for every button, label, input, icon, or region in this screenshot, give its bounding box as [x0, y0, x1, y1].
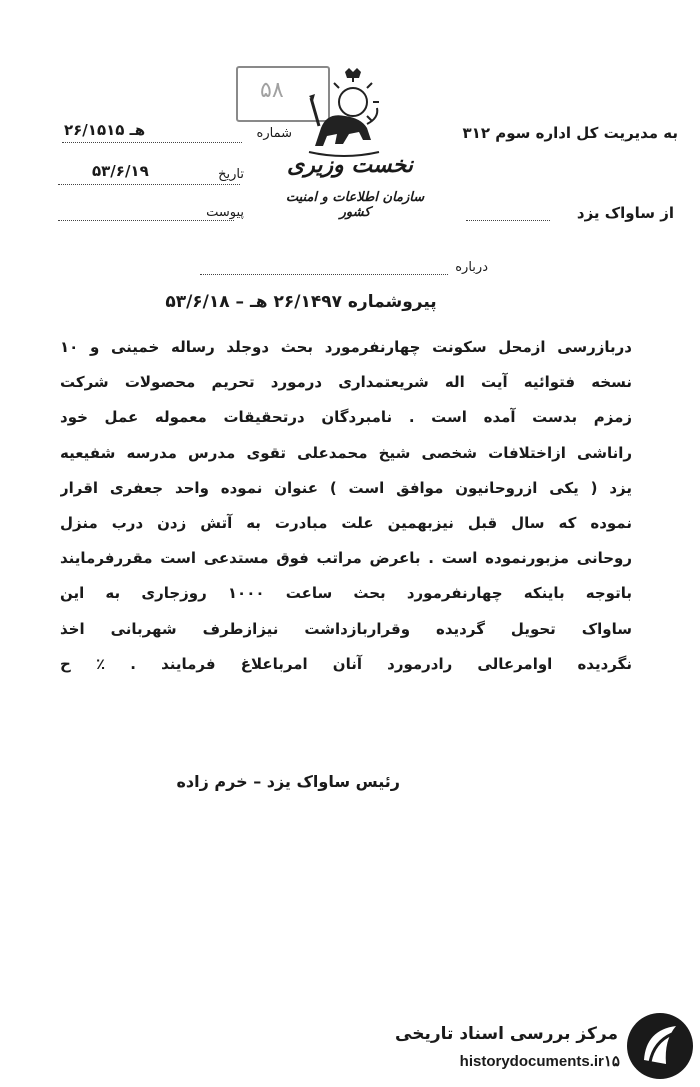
number-label: شماره — [256, 126, 292, 141]
ministry-title: نخست وزیری — [287, 152, 413, 178]
number-value: ۲۶/۱۵۱۵ هـ — [64, 121, 146, 139]
body-line: روحانی مزبورنموده است . باعرض مراتب فوق مستدعی است مقررفرمایند — [60, 549, 632, 568]
body-line: نسخه فتوائیه آیت اله شریعتمداری درمورد تحریم محصولات شرکت — [60, 373, 632, 392]
lion-and-sun-emblem-icon — [305, 68, 383, 158]
subject-label: درباره — [455, 260, 488, 275]
recipient-line: به مدیریت کل اداره سوم ۳۱۲ — [462, 124, 678, 142]
signature-line: رئیس ساواک یزد – خرم زاده — [176, 772, 400, 791]
body-line: نگردیده اوامرعالی رادرمورد آنان امرباعلاغ فرمایند . ٪ ح — [60, 654, 632, 673]
body-line: ساواک تحویل گردیده وقراربازداشت نیزازطرف شهربانی اخذ — [60, 619, 632, 638]
watermark-page-number: ۱۵ — [603, 1053, 620, 1070]
organization-name: سازمان اطلاعات و امنیت کشور — [285, 190, 425, 220]
date-label: تاریخ — [218, 167, 244, 182]
sender-dotted-line — [466, 220, 550, 221]
letter-body — [60, 330, 632, 682]
date-value: ۵۳/۶/۱۹ — [92, 162, 149, 180]
body-line: یزد ( یکی ازروحانیون موافق است ) عنوان نموده واحد جعفری اقرار — [60, 478, 632, 497]
body-line: زمزم بدست آمده است . نامبردگان درتحقیقات معموله عمل خود — [60, 408, 632, 427]
date-dotted-line — [58, 184, 240, 185]
stamp-text: ۵۸ — [260, 78, 284, 103]
watermark-title: مرکز بررسی اسناد تاریخی — [395, 1024, 618, 1044]
watermark-url: historydocuments.ir — [459, 1053, 604, 1070]
body-line: دربازرسی ازمحل سکونت چهارنفرمورد بحث دوجلد رساله خمینی و ۱۰ — [60, 338, 632, 356]
archive-logo-icon — [624, 1010, 696, 1082]
reference-line: پیروشماره ۲۶/۱۴۹۷ هـ – ۵۳/۶/۱۸ — [165, 292, 437, 312]
attachment-dotted-line — [58, 220, 234, 221]
body-line: راناشی ازاختلافات شخصی شیخ محمدعلی تقوی مدرس مدرسه شفیعیه — [60, 443, 632, 462]
number-dotted-line — [62, 142, 242, 143]
body-line: باتوجه باینکه چهارنفرمورد بحث ساعت ۱۰۰۰ روزجاری به این — [60, 584, 632, 603]
watermark-site — [412, 1052, 620, 1070]
subject-dotted-line — [200, 274, 448, 275]
body-line: نموده که سال قبل نیزبهمین علت مبادرت به آتش زدن درب منزل — [60, 513, 632, 532]
attachment-label: پیوست — [206, 205, 244, 220]
sender-line: از ساواک یزد — [576, 204, 674, 222]
